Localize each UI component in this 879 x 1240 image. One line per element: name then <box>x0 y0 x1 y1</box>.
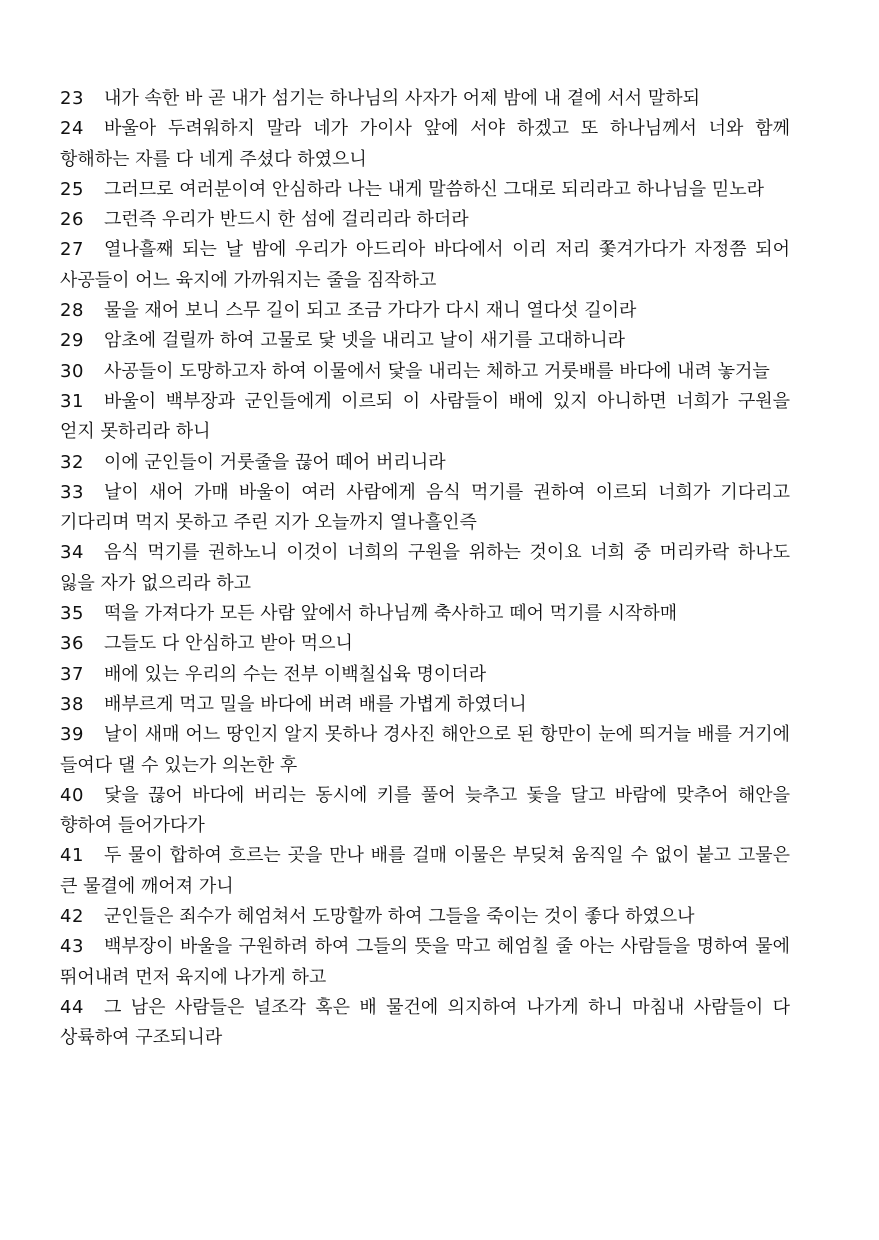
verse-number: 43 <box>60 936 84 958</box>
verse-text: 배에 있는 우리의 수는 전부 이백칠십육 명이더라 <box>104 663 487 685</box>
verse-text: 바울아 두려워하지 말라 네가 가이사 앞에 서야 하겠고 또 하나님께서 너와 함께 항해하는 자를 다 네게 주셨다 하였으니 <box>60 118 790 170</box>
verse-text: 날이 새매 어느 땅인지 알지 못하나 경사진 해안으로 된 항만이 눈에 띄거늘 배를 거기에 들여다 댈 수 있는가 의논한 후 <box>60 724 790 776</box>
verse-number: 30 <box>60 360 84 382</box>
verse-25 <box>60 175 790 205</box>
verse-text: 내가 속한 바 곧 내가 섬기는 하나님의 사자가 어제 밤에 내 곁에 서서 말하되 <box>104 88 701 109</box>
verse-number: 42 <box>60 906 84 928</box>
verse-text: 군인들은 죄수가 헤엄쳐서 도망할까 하여 그들을 죽이는 것이 좋다 하였으나 <box>104 906 695 928</box>
verse-text: 떡을 가져다가 모든 사람 앞에서 하나님께 축사하고 떼어 먹기를 시작하매 <box>104 603 678 625</box>
verse-number: 33 <box>60 481 84 503</box>
verse-text: 그러므로 여러분이여 안심하라 나는 내게 말씀하신 그대로 되리라고 하나님을 믿노라 <box>104 178 765 200</box>
verse-number: 35 <box>60 603 84 625</box>
verse-34 <box>60 538 790 599</box>
verse-text: 열나흘째 되는 날 밤에 우리가 아드리아 바다에서 이리 저리 쫓겨가다가 자정쯤 되어 사공들이 어느 육지에 가까워지는 줄을 짐작하고 <box>60 239 790 291</box>
verse-text: 암초에 걸릴까 하여 고물로 닻 넷을 내리고 날이 새기를 고대하니라 <box>104 330 625 352</box>
verse-text: 그런즉 우리가 반드시 한 섬에 걸리리라 하더라 <box>104 209 469 231</box>
verse-text: 바울이 백부장과 군인들에게 이르되 이 사람들이 배에 있지 아니하면 너희가 구원을 얻지 못하리라 하니 <box>60 390 790 443</box>
verse-number: 25 <box>60 178 84 200</box>
verse-number: 36 <box>60 633 84 655</box>
verse-text: 백부장이 바울을 구원하려 하여 그들의 뜻을 막고 헤엄칠 줄 아는 사람들을 명하여 물에 뛰어내려 먼저 육지에 나가게 하고 <box>60 936 790 988</box>
verse-29 <box>60 326 790 356</box>
verse-37 <box>60 660 790 690</box>
verse-text: 사공들이 도망하고자 하여 이물에서 닻을 내리는 체하고 거룻배를 바다에 내려 놓거늘 <box>104 360 770 382</box>
verse-text: 음식 먹기를 권하노니 이것이 너희의 구원을 위하는 것이요 너희 중 머리카락 하나도 잃을 자가 없으리라 하고 <box>60 542 790 594</box>
verse-35 <box>60 599 790 629</box>
verse-text: 물을 재어 보니 스무 길이 되고 조금 가다가 다시 재니 열다섯 길이라 <box>104 300 637 322</box>
verse-41 <box>60 841 790 902</box>
verse-23 <box>60 84 790 114</box>
verse-32 <box>60 448 790 478</box>
verse-number: 24 <box>60 118 84 140</box>
verse-text: 배부르게 먹고 밀을 바다에 버려 배를 가볍게 하였더니 <box>104 693 527 715</box>
verse-number: 23 <box>60 88 84 109</box>
verse-44 <box>60 993 790 1054</box>
verse-number: 39 <box>60 724 84 746</box>
verse-number: 26 <box>60 209 84 231</box>
verse-text: 그 남은 사람들은 널조각 혹은 배 물건에 의지하여 나가게 하니 마침내 사람들이 다 상륙하여 구조되니라 <box>60 996 790 1049</box>
verse-24 <box>60 114 790 175</box>
verse-number: 28 <box>60 300 84 322</box>
verse-number: 37 <box>60 663 84 685</box>
verse-40 <box>60 781 790 842</box>
verse-text: 두 물이 합하여 흐르는 곳을 만나 배를 걸매 이물은 부딪쳐 움직일 수 없이 붙고 고물은 큰 물결에 깨어져 가니 <box>60 845 790 897</box>
verse-43 <box>60 932 790 993</box>
verse-number: 29 <box>60 330 84 352</box>
verse-36 <box>60 629 790 659</box>
verse-28 <box>60 296 790 326</box>
verse-number: 41 <box>60 845 84 867</box>
verse-number: 31 <box>60 390 84 412</box>
verse-39 <box>60 720 790 781</box>
verse-42 <box>60 902 790 932</box>
document-body <box>60 84 790 1054</box>
verse-text: 날이 새어 가매 바울이 여러 사람에게 음식 먹기를 권하여 이르되 너희가 기다리고 기다리며 먹지 못하고 주린 지가 오늘까지 열나흘인즉 <box>60 481 790 534</box>
verse-38 <box>60 690 790 720</box>
verse-27 <box>60 235 790 296</box>
verse-text: 그들도 다 안심하고 받아 먹으니 <box>104 633 353 655</box>
verse-30 <box>60 357 790 387</box>
verse-number: 40 <box>60 784 84 806</box>
verse-33 <box>60 478 790 539</box>
verse-number: 44 <box>60 996 84 1018</box>
verse-text: 닻을 끊어 바다에 버리는 동시에 키를 풀어 늦추고 돛을 달고 바람에 맞추어 해안을 향하여 들어가다가 <box>60 784 790 837</box>
verse-31 <box>60 387 790 448</box>
verse-number: 38 <box>60 693 84 715</box>
verse-text: 이에 군인들이 거룻줄을 끊어 떼어 버리니라 <box>104 451 446 473</box>
verse-26 <box>60 205 790 235</box>
verse-number: 34 <box>60 542 84 564</box>
verse-number: 27 <box>60 239 84 261</box>
verse-number: 32 <box>60 451 84 473</box>
